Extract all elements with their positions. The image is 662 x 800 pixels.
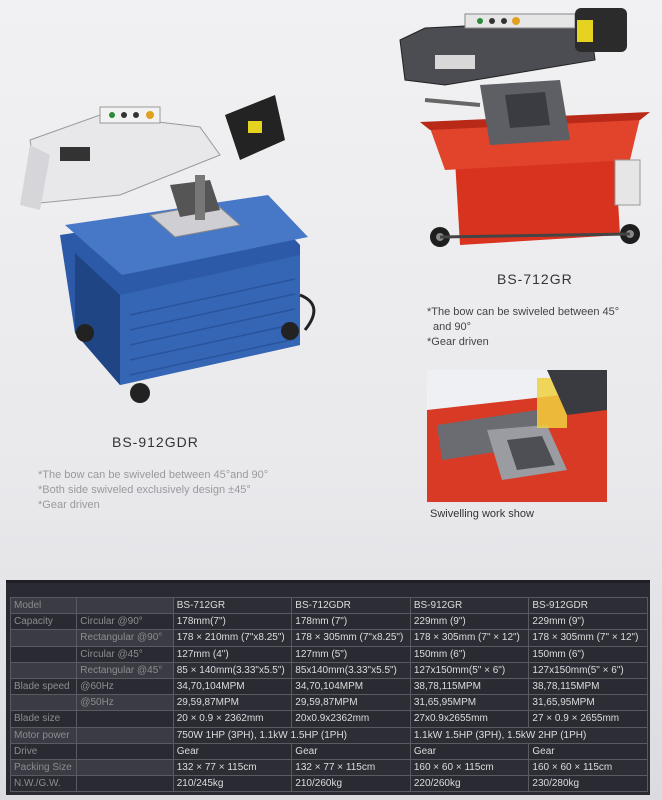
table-cell: 210/245kg bbox=[173, 776, 292, 792]
table-cell: Packing Size bbox=[11, 759, 77, 775]
table-cell: 178mm(7") bbox=[173, 614, 292, 630]
table-cell: 178 × 305mm (7"x8.25") bbox=[292, 630, 411, 646]
table-cell: 34,70,104MPM bbox=[292, 678, 411, 694]
table-cell: 750W 1HP (3PH), 1.1kW 1.5HP (1PH) bbox=[173, 727, 410, 743]
table-cell: 127x150mm(5" × 6") bbox=[410, 662, 529, 678]
table-cell: 29,59,87MPM bbox=[173, 695, 292, 711]
table-cell: Gear bbox=[292, 743, 411, 759]
table-cell: Rectangular @90° bbox=[77, 630, 173, 646]
table-cell: 220/260kg bbox=[410, 776, 529, 792]
table-cell: 20x0.9x2362mm bbox=[292, 711, 411, 727]
table-row bbox=[11, 776, 648, 792]
bs912gdr-model-name: BS-912GDR bbox=[112, 434, 199, 450]
table-cell: 31,65,95MPM bbox=[410, 695, 529, 711]
table-row bbox=[11, 662, 648, 678]
table-cell: 127x150mm(5" × 6") bbox=[529, 662, 648, 678]
table-cell: 178 × 210mm (7"x8.25") bbox=[173, 630, 292, 646]
table-cell: @50Hz bbox=[77, 695, 173, 711]
table-cell: 132 × 77 × 115cm bbox=[292, 759, 411, 775]
table-cell: 229mm (9") bbox=[410, 614, 529, 630]
table-cell: 178 × 305mm (7" × 12") bbox=[529, 630, 648, 646]
table-cell: 38,78,115MPM bbox=[410, 678, 529, 694]
table-cell: 229mm (9") bbox=[529, 614, 648, 630]
table-cell bbox=[77, 776, 173, 792]
table-cell bbox=[77, 727, 173, 743]
table-cell: 20 × 0.9 × 2362mm bbox=[173, 711, 292, 727]
table-cell: 210/260kg bbox=[292, 776, 411, 792]
table-row bbox=[11, 695, 648, 711]
feature-item: *Both side swiveled exclusively design ±45° bbox=[38, 484, 251, 496]
table-header-row bbox=[11, 598, 648, 614]
header-cell: BS-912GDR bbox=[529, 598, 648, 614]
table-row bbox=[11, 711, 648, 727]
table-cell: 34,70,104MPM bbox=[173, 678, 292, 694]
bs712gr-machine-photo bbox=[385, 0, 662, 255]
table-cell: 27 × 0.9 × 2655mm bbox=[529, 711, 648, 727]
feature-item: and 90° bbox=[433, 321, 472, 333]
table-row bbox=[11, 759, 648, 775]
header-cell: BS-712GR bbox=[173, 598, 292, 614]
header-cell: BS-912GR bbox=[410, 598, 529, 614]
table-cell: 1.1kW 1.5HP (3PH), 1.5kW 2HP (1PH) bbox=[410, 727, 647, 743]
table-row bbox=[11, 646, 648, 662]
table-cell bbox=[11, 662, 77, 678]
header-cell bbox=[77, 598, 173, 614]
table-cell: 127mm (5") bbox=[292, 646, 411, 662]
table-cell: 150mm (6") bbox=[529, 646, 648, 662]
table-cell: 160 × 60 × 115cm bbox=[529, 759, 648, 775]
table-cell: Drive bbox=[11, 743, 77, 759]
table-row bbox=[11, 614, 648, 630]
table-cell bbox=[11, 695, 77, 711]
feature-item: *Gear driven bbox=[427, 336, 489, 348]
bs912gdr-feature-list bbox=[38, 468, 268, 513]
table-cell: Rectangular @45° bbox=[77, 662, 173, 678]
table-row bbox=[11, 630, 648, 646]
header-cell: Model bbox=[11, 598, 77, 614]
table-cell: 85x140mm(3.33"x5.5") bbox=[292, 662, 411, 678]
table-cell bbox=[77, 711, 173, 727]
table-row bbox=[11, 727, 648, 743]
table-cell: Gear bbox=[410, 743, 529, 759]
table-cell: 85 × 140mm(3.33"x5.5") bbox=[173, 662, 292, 678]
table-cell: Capacity bbox=[11, 614, 77, 630]
table-cell: 150mm (6") bbox=[410, 646, 529, 662]
table-cell: N.W./G.W. bbox=[11, 776, 77, 792]
feature-item: *The bow can be swiveled between 45°and 90° bbox=[38, 469, 269, 481]
table-cell: 160 × 60 × 115cm bbox=[410, 759, 529, 775]
table-cell: Circular @45° bbox=[77, 646, 173, 662]
table-cell: Blade speed bbox=[11, 678, 77, 694]
bs712gr-model-name: BS-712GR bbox=[497, 271, 573, 287]
table-cell: 178mm (7") bbox=[292, 614, 411, 630]
table-cell bbox=[77, 743, 173, 759]
table-cell: 132 × 77 × 115cm bbox=[173, 759, 292, 775]
table-cell: Circular @90° bbox=[77, 614, 173, 630]
table-cell: 178 × 305mm (7" × 12") bbox=[410, 630, 529, 646]
table-cell: 27x0.9x2655mm bbox=[410, 711, 529, 727]
bs712gr-feature-list bbox=[427, 305, 619, 350]
table-cell: Blade size bbox=[11, 711, 77, 727]
table-cell: Gear bbox=[173, 743, 292, 759]
table-cell: 230/280kg bbox=[529, 776, 648, 792]
table-cell: Gear bbox=[529, 743, 648, 759]
bs912gdr-machine-photo bbox=[0, 85, 330, 415]
table-row bbox=[11, 678, 648, 694]
table-cell: @60Hz bbox=[77, 678, 173, 694]
header-cell: BS-712GDR bbox=[292, 598, 411, 614]
table-cell bbox=[77, 759, 173, 775]
feature-item: *Gear driven bbox=[38, 499, 100, 511]
table-cell: 29,59,87MPM bbox=[292, 695, 411, 711]
table-cell bbox=[11, 630, 77, 646]
table-cell: Motor power bbox=[11, 727, 77, 743]
spec-table bbox=[6, 580, 650, 795]
table-cell: 127mm (4") bbox=[173, 646, 292, 662]
swivelling-inset-photo bbox=[427, 370, 607, 502]
table-cell bbox=[11, 646, 77, 662]
inset-caption: Swivelling work show bbox=[430, 508, 534, 520]
table-row bbox=[11, 743, 648, 759]
feature-item: *The bow can be swiveled between 45° bbox=[427, 306, 620, 318]
table-cell: 38,78,115MPM bbox=[529, 678, 648, 694]
table-cell: 31,65,95MPM bbox=[529, 695, 648, 711]
